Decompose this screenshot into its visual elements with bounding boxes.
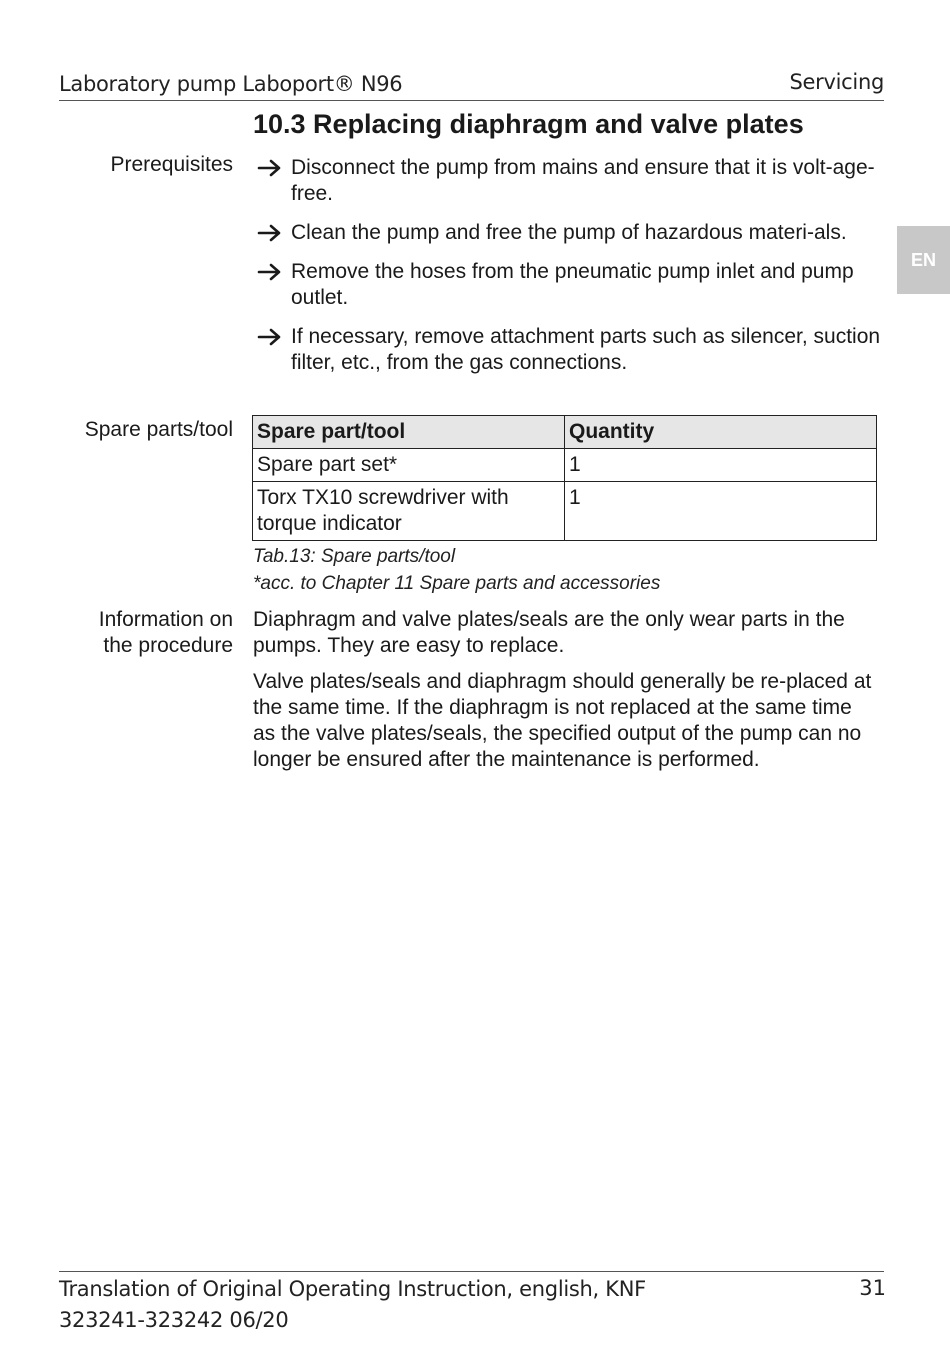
running-header-section: Servicing xyxy=(789,70,884,94)
cell-part: Torx TX10 screwdriver with torque indicator xyxy=(253,482,565,541)
arrow-right-icon xyxy=(257,155,291,181)
column-header-part: Spare part/tool xyxy=(253,416,565,449)
language-tab: EN xyxy=(897,226,950,294)
cell-part: Spare part set* xyxy=(253,449,565,482)
list-item xyxy=(257,155,882,207)
side-label-info-line1: Information on xyxy=(98,608,233,631)
side-label-information xyxy=(99,607,233,659)
footer-translation-note: Translation of Original Operating Instruction, english, KNF xyxy=(59,1277,646,1301)
table-row xyxy=(253,482,877,541)
prerequisites-list xyxy=(257,155,882,389)
prerequisite-text: Remove the hoses from the pneumatic pump inlet and pump outlet. xyxy=(291,260,854,309)
prerequisite-text: Clean the pump and free the pump of hazardous materi-als. xyxy=(291,221,847,244)
page-number: 31 xyxy=(859,1276,886,1300)
arrow-right-icon xyxy=(257,220,291,246)
column-header-quantity: Quantity xyxy=(565,416,877,449)
table-caption: Tab.13: Spare parts/tool xyxy=(253,546,456,567)
table-footnote: *acc. to Chapter 11 Spare parts and accessories xyxy=(253,573,661,594)
arrow-right-icon xyxy=(257,259,291,285)
running-header-title: Laboratory pump Laboport® N96 xyxy=(59,72,403,96)
side-label-info-line2: the procedure xyxy=(103,634,233,657)
header-divider xyxy=(59,100,884,101)
section-title: 10.3 Replacing diaphragm and valve plates xyxy=(253,109,804,139)
prerequisite-text: If necessary, remove attachment parts such as silencer, suction filter, etc., from the gas connections. xyxy=(291,325,881,374)
side-label-prerequisites: Prerequisites xyxy=(110,153,233,176)
cell-quantity: 1 xyxy=(565,449,877,482)
footer-divider xyxy=(59,1271,884,1272)
side-label-spare-parts: Spare parts/tool xyxy=(84,418,233,441)
spare-parts-table xyxy=(252,415,877,541)
info-paragraph-1: Diaphragm and valve plates/seals are the only wear parts in the pumps. They are easy to replace. xyxy=(253,608,845,657)
arrow-right-icon xyxy=(257,324,291,350)
table-row xyxy=(253,449,877,482)
cell-quantity: 1 xyxy=(565,482,877,541)
list-item xyxy=(257,220,882,246)
list-item xyxy=(257,324,882,376)
table-header-row xyxy=(253,416,877,449)
info-paragraph-2: Valve plates/seals and diaphragm should generally be re-placed at the same time. If the diaphragm is not replaced at the same time as the valve plates/seals, the specified output of the pump can no longer be ensured after the maintenance is performed. xyxy=(253,670,872,771)
list-item xyxy=(257,259,882,311)
prerequisite-text: Disconnect the pump from mains and ensure that it is volt-age-free. xyxy=(291,156,875,205)
footer-document-number: 323241-323242 06/20 xyxy=(59,1308,289,1332)
